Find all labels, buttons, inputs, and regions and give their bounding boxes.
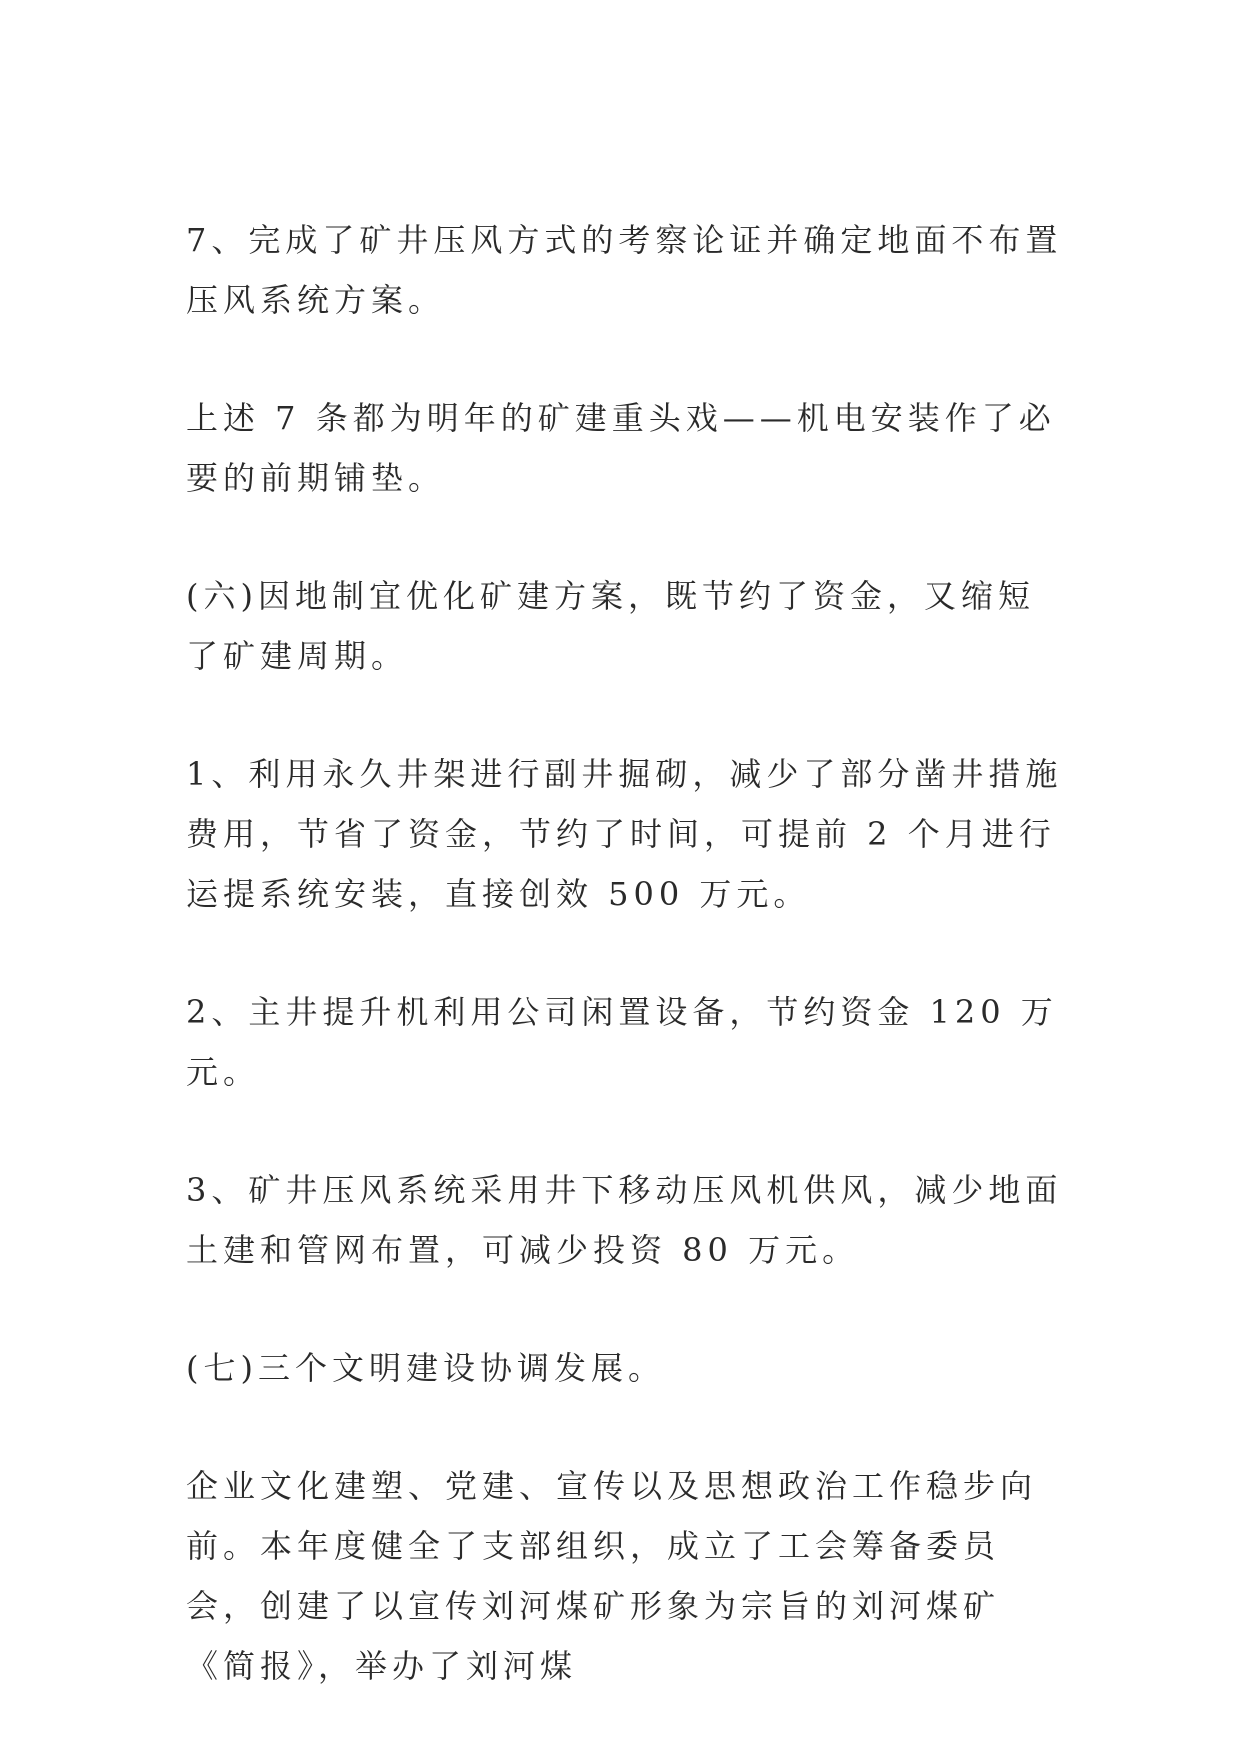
- paragraph-item-2: 2、主井提升机利用公司闲置设备，节约资金 120 万元。: [186, 993, 1058, 1091]
- paragraph-culture: 企业文化建塑、党建、宣传以及思想政治工作稳步向前。本年度健全了支部组织，成立了工会筹备委员会，创建了以宣传刘河煤矿形象为宗旨的刘河煤矿《简报》，举办了刘河煤: [186, 1467, 1038, 1685]
- document-body: [186, 210, 1066, 1754]
- section-heading-6: (六)因地制宜优化矿建方案，既节约了资金，又缩短了矿建周期。: [186, 577, 1035, 675]
- paragraph-summary: 上述 7 条都为明年的矿建重头戏——机电安装作了必要的前期铺垫。: [186, 399, 1056, 497]
- paragraph-item-3: 3、矿井压风系统采用井下移动压风机供风，减少地面土建和管网布置，可减少投资 80 万元。: [186, 1171, 1063, 1269]
- paragraph-item-7: 7、完成了矿井压风方式的考察论证并确定地面不布置压风系统方案。: [186, 221, 1063, 319]
- paragraph-item-1: 1、利用永久井架进行副井掘砌，减少了部分凿井措施费用，节省了资金，节约了时间，可提前 2 个月进行运提系统安装，直接创效 500 万元。: [186, 755, 1063, 913]
- section-heading-7: (七)三个文明建设协调发展。: [186, 1349, 665, 1387]
